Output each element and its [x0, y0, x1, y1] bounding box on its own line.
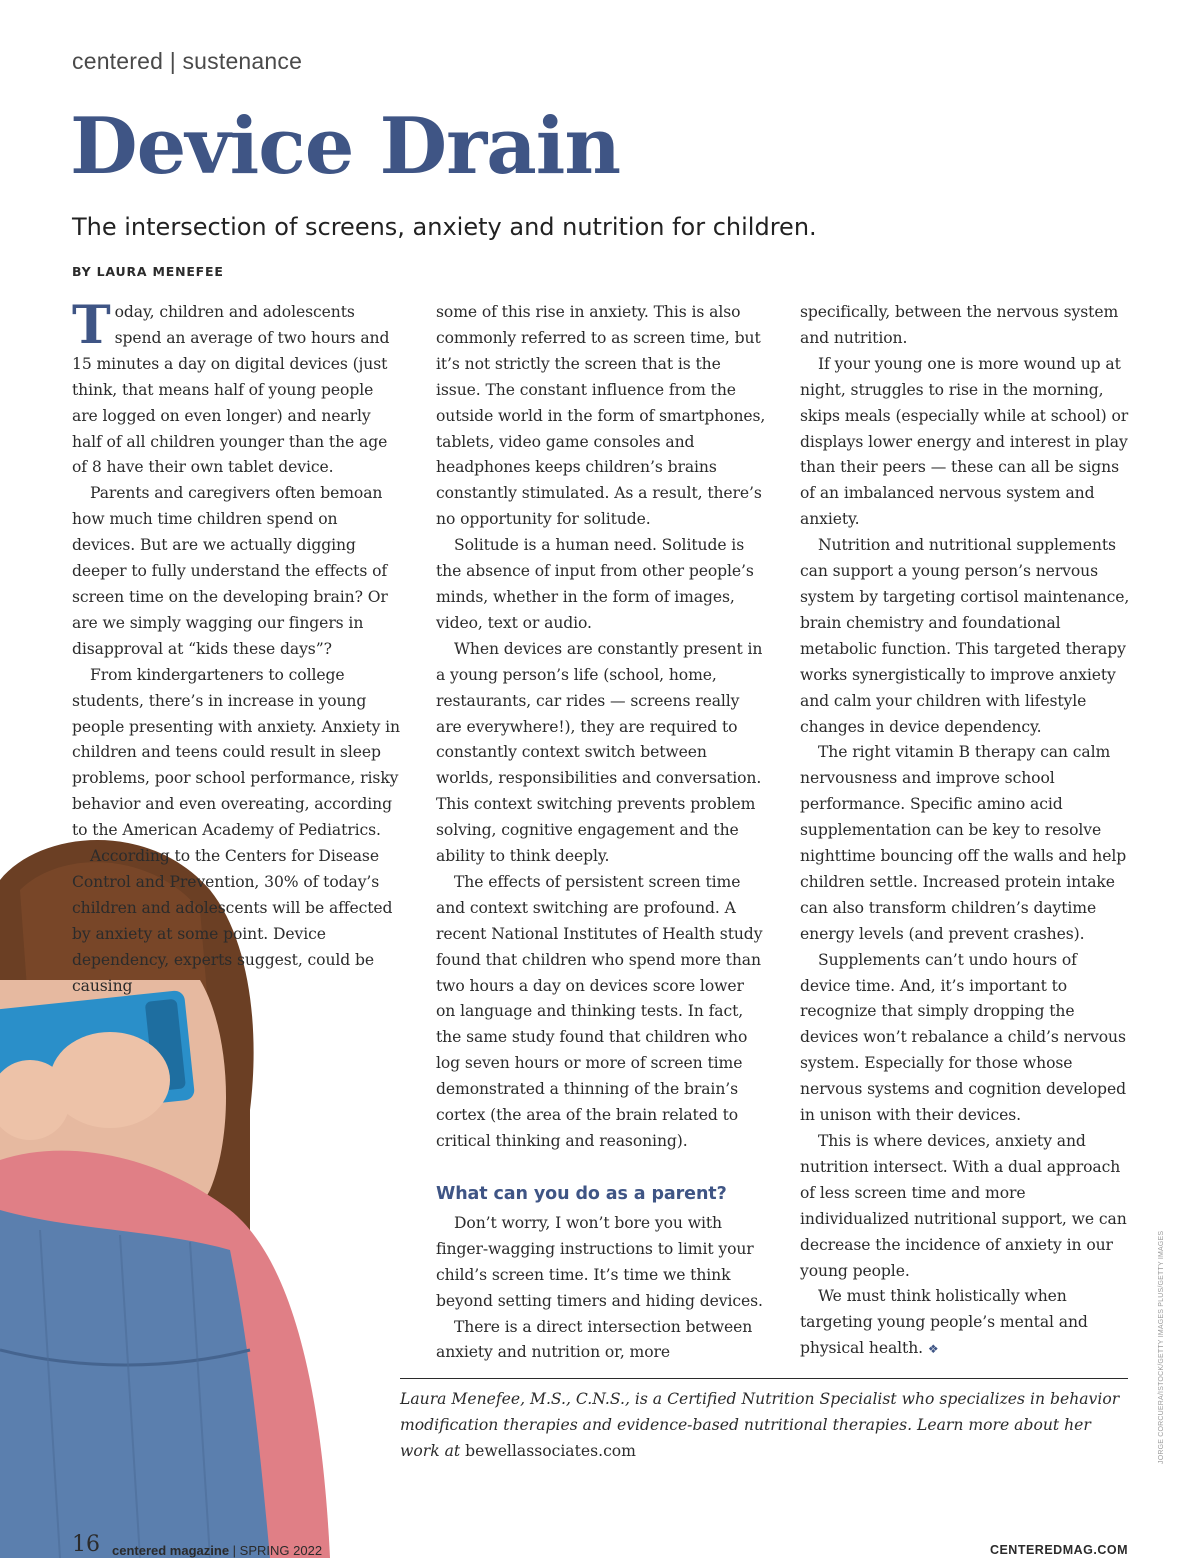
magazine-name: centered magazine	[112, 1543, 230, 1558]
article-column-1	[72, 295, 402, 999]
paragraph: When devices are constantly present in a young person’s life (school, home, restaurants, car rides — screens really are everywhere!), they are required to constantly context switch between worlds, responsibilities and conversation. This context switching prevents problem solving, cognitive engagement and the ability to think deeply.	[436, 639, 763, 866]
paragraph: specifically, between the nervous system and nutrition.	[800, 303, 1119, 347]
issue-date: SPRING 2022	[239, 1543, 323, 1558]
paragraph: Supplements can’t undo hours of device time. And, it’s important to recognize that simply dropping the devices won’t rebalance a child’s nervous system. Especially for those whose nervous systems and cognition developed in unison with their devices.	[800, 950, 1126, 1125]
section-label: centered | sustenance	[72, 48, 303, 74]
article-column-2	[436, 300, 766, 1366]
photo-credit: JORGE CORCUERA/ISTOCK/GETTY IMAGES PLUS/GETTY IMAGES	[1158, 1230, 1165, 1464]
section-subheading: What can you do as a parent?	[436, 1183, 727, 1204]
author-bio-text: Laura Menefee, M.S., C.N.S., is a Certified Nutrition Specialist who specializes in behavior modification therapies and evidence-based nutritional therapies. Learn more about her work at	[400, 1390, 1120, 1460]
author-website-link[interactable]: bewellassociates.com	[465, 1442, 636, 1460]
paragraph: some of this rise in anxiety. This is also commonly referred to as screen time, but it’s not strictly the screen that is the issue. The constant influence from the outside world in the form of smartphones, tablets, video game consoles and headphones keeps children’s brains constantly stimulated. As a result, there’s no opportunity for solitude.	[436, 303, 766, 529]
paragraph: The right vitamin B therapy can calm nervousness and improve school performance. Specific amino acid supplementation can be key to resolve nighttime bouncing off the walls and help children settle. Increased protein intake can also transform children’s daytime energy levels (and prevent crashes).	[800, 743, 1127, 943]
page-title: Device Drain	[70, 101, 621, 192]
paragraph: Don’t worry, I won’t bore you with finger-wagging instructions to limit your child’s screen time. It’s time we think beyond setting timers and hiding devices.	[436, 1213, 763, 1310]
paragraph-text: According to the Centers for Disease Control and Prevention, 30% of today’s children and adolescents will be affected by anxiety at some point. Device dependency, experts suggest, could be causing	[72, 847, 393, 995]
end-mark-icon: ❖	[927, 1342, 939, 1357]
paragraph-text: We must think holistically when targeting young people’s mental and physical health.	[800, 1287, 1088, 1358]
subtitle: The intersection of screens, anxiety and nutrition for children.	[72, 213, 817, 241]
paragraph	[72, 663, 402, 844]
paragraph: Nutrition and nutritional supplements can support a young person’s nervous system by targeting cortisol maintenance, brain chemistry and foundational metabolic function. This targeted therapy works synergistically to improve anxiety and calm your children with lifestyle changes in device dependency.	[800, 536, 1130, 736]
drop-cap: T	[72, 295, 111, 356]
footer-website[interactable]: CENTEREDMAG.COM	[989, 1543, 1128, 1557]
byline: BY LAURA MENEFEE	[72, 264, 224, 279]
paragraph-text: From kindergarteners to college students, there’s in increase in young people presenting with anxiety. Anxiety in children and teens could result in sleep problems, poor school performance, risky behavior and even overeating, according to the American Academy of Pediatrics.	[72, 665, 400, 840]
paragraph: oday, children and adolescents spend an average of two hours and 15 minutes a day on digital devices (just think, that means half of young people are logged on even longer) and nearly half of all children younger than the age of 8 have their own tablet device.	[72, 303, 390, 477]
paragraph: Solitude is a human need. Solitude is the absence of input from other people’s minds, whether in the form of images, video, text or audio.	[436, 536, 754, 632]
paragraph	[72, 844, 402, 999]
author-bio	[400, 1386, 1128, 1464]
paragraph: If your young one is more wound up at night, struggles to rise in the morning, skips meals (especially while at school) or displays lower energy and interest in play than their peers — these can all be signs of an imbalanced nervous system and anxiety.	[800, 354, 1129, 529]
paragraph: Parents and caregivers often bemoan how much time children spend on devices. But are we actually digging deeper to fully understand the effects of screen time on the developing brain? Or are we simply wagging our fingers in disapproval at “kids these days”?	[72, 484, 388, 658]
page-number: 16	[72, 1532, 100, 1557]
article-column-3	[800, 300, 1130, 1363]
divider	[400, 1378, 1128, 1379]
paragraph	[800, 1284, 1130, 1363]
paragraph: This is where devices, anxiety and nutrition intersect. With a dual approach of less screen time and more individualized nutritional support, we can decrease the incidence of anxiety in our young people.	[800, 1132, 1127, 1280]
paragraph: The effects of persistent screen time and context switching are profound. A recent National Institutes of Health study found that children who spend more than two hours a day on devices score lower on language and thinking tests. In fact, the same study found that children who log seven hours or more of screen time demonstrated a thinning of the brain’s cortex (the area of the brain related to critical thinking and reasoning).	[436, 872, 763, 1150]
footer-magazine: centered magazine | SPRING 2022	[112, 1543, 323, 1558]
paragraph: There is a direct intersection between anxiety and nutrition or, more	[436, 1317, 753, 1362]
